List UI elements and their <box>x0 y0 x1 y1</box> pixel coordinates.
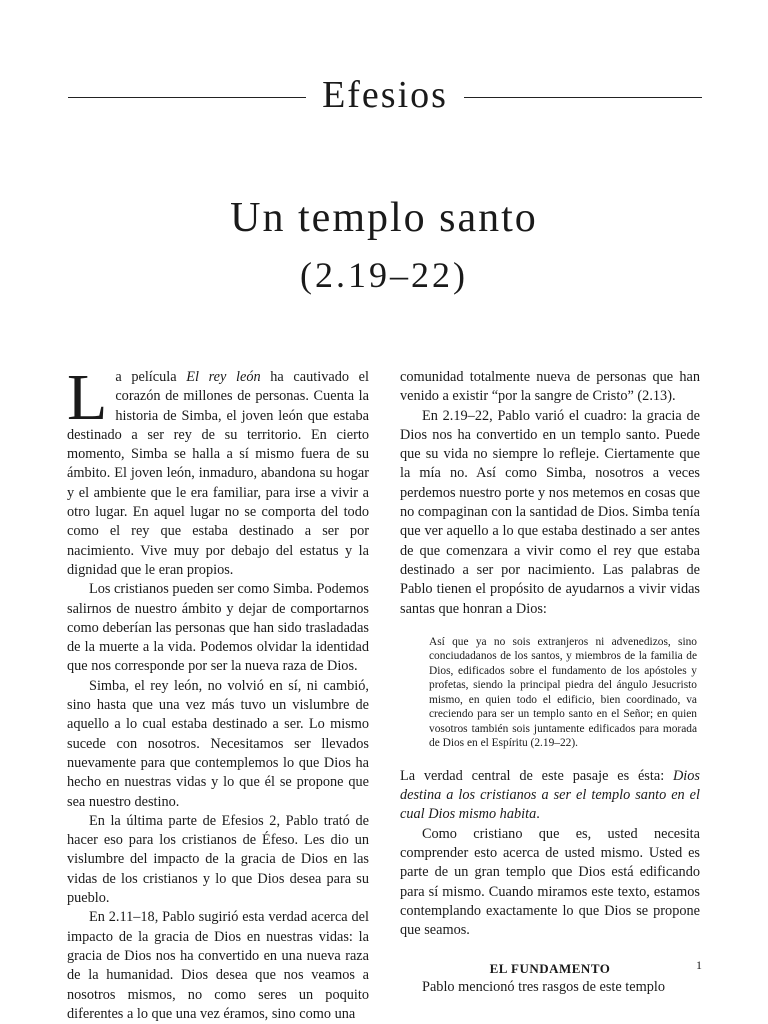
scripture-quote: Así que ya no sois extranjeros ni advenedizos, sino conciudadanos de los santos, y miembros de la familia de Dios, edificados sobre el fundamento de los apóstoles y profetas, siendo la principal piedra del ángulo Jesucristo mismo, en quien todo el edificio, bien coordinado, va creciendo para ser un templo santo en el Señor; en quien vosotros también sois juntamente edificados para morada de Dios en el Espíritu (2.19–22). <box>429 635 697 750</box>
paragraph: En 2.11–18, Pablo sugirió esta verdad acerca del impacto de la gracia de Dios en nuestras vidas: la gracia de Dios nos ha convertido en una nueva raza de la humanidad. Dios desea que nos veamos a nosotros mismos, no como seres un poquito diferentes a lo que una vez éramos, sino como una <box>67 909 369 1022</box>
paragraph: Como cristiano que es, usted necesita comprender esto acerca de usted mismo. Usted es parte de un gran templo que Dios está edificando para sí mismo. Cuando miramos este texto, estamos contemplando exactamente lo que Dios se propone que seamos. <box>400 825 700 939</box>
paragraph-central-truth <box>400 767 700 825</box>
paragraph: comunidad totalmente nueva de personas que han venido a existir “por la sangre de Cristo” (2.13). <box>400 369 700 405</box>
section-heading: EL FUNDAMENTO <box>489 960 611 976</box>
chapter-reference: (2.19–22) <box>300 255 468 295</box>
paragraph: Pablo mencionó tres rasgos de este templo <box>422 978 665 995</box>
left-column <box>67 361 369 1024</box>
book-title: Efesios <box>322 74 448 116</box>
page-number: 1 <box>696 958 702 972</box>
header-rule-right <box>464 97 702 98</box>
paragraph: Los cristianos pueden ser como Simba. Podemos salirnos de nuestro ámbito y dejar de comportarnos como deberían las personas que han sido trasladadas de la muerte a la vida. Podemos olvidar la identidad que nos corresponde por ser la nueva raza de Dios. <box>67 581 369 675</box>
paragraph: Simba, el rey león, no volvió en sí, ni cambió, sino hasta que una vez más tuvo un vislumbre de aquello a lo cual estaba destinado a ser. Lo mismo sucede con nosotros. Necesitamos ser llevados nuevamente para que contemplemos lo que Dios ha hecho en nuestras vidas y lo que él se propone que sea nuestro destino. <box>67 677 369 810</box>
paragraph-text: ha cautivado el corazón de millones de personas. Cuenta la historia de Simba, el joven león que estaba destinado a ser rey de su territorio. En cierto momento, Simba se halla a sí mismo fuera de su ámbito. El joven león, inmaduro, abandona su hogar y el ambiente que le era familiar, para irse a vivir a otro lugar. En aquel lugar no se comporta del todo como el rey que estaba destinado a ser por nacimiento. Vive muy por debajo del estatus y la dignidad que le eran propios. <box>67 369 369 578</box>
paragraph-text: a película <box>115 369 187 385</box>
running-header <box>68 70 702 120</box>
central-truth-emphasis: Dios destina a los cristianos a ser el templo santo en el cual Dios mismo habita <box>400 767 700 823</box>
paragraph: En la última parte de Efesios 2, Pablo trató de hacer eso para los cristianos de Éfeso. Les dio un vislumbre del impacto de la gracia de Dios en las vidas de los cristianos y lo que Dios desea para su pueblo. <box>67 812 369 907</box>
paragraph: En 2.19–22, Pablo varió el cuadro: la gracia de Dios nos ha convertido en un templo santo. Puede que su vida no siempre lo refleje. Ciertamente que la mía no. Así como Simba, nosotros a veces perdemos nuestro porte y nos metemos en cosas que no compaginan con la santidad de Dios. Simba tenía que ver aquello a lo que estaba destinado a ser antes de que comenzara a vivir como el rey que estaba destinado a ser por nacimiento. Las palabras de Pablo tienen el propósito de ayudarnos a vivir vidas santas que honran a Dios: <box>400 407 700 617</box>
paragraph-text: La verdad central de este pasaje es ésta: <box>400 767 673 784</box>
right-column <box>400 368 700 997</box>
drop-cap: L <box>67 361 108 434</box>
paragraph-text: . <box>536 806 540 823</box>
chapter-title: Un templo santo <box>230 195 538 241</box>
paragraph-intro <box>67 361 369 580</box>
film-title: El rey león <box>186 369 261 385</box>
